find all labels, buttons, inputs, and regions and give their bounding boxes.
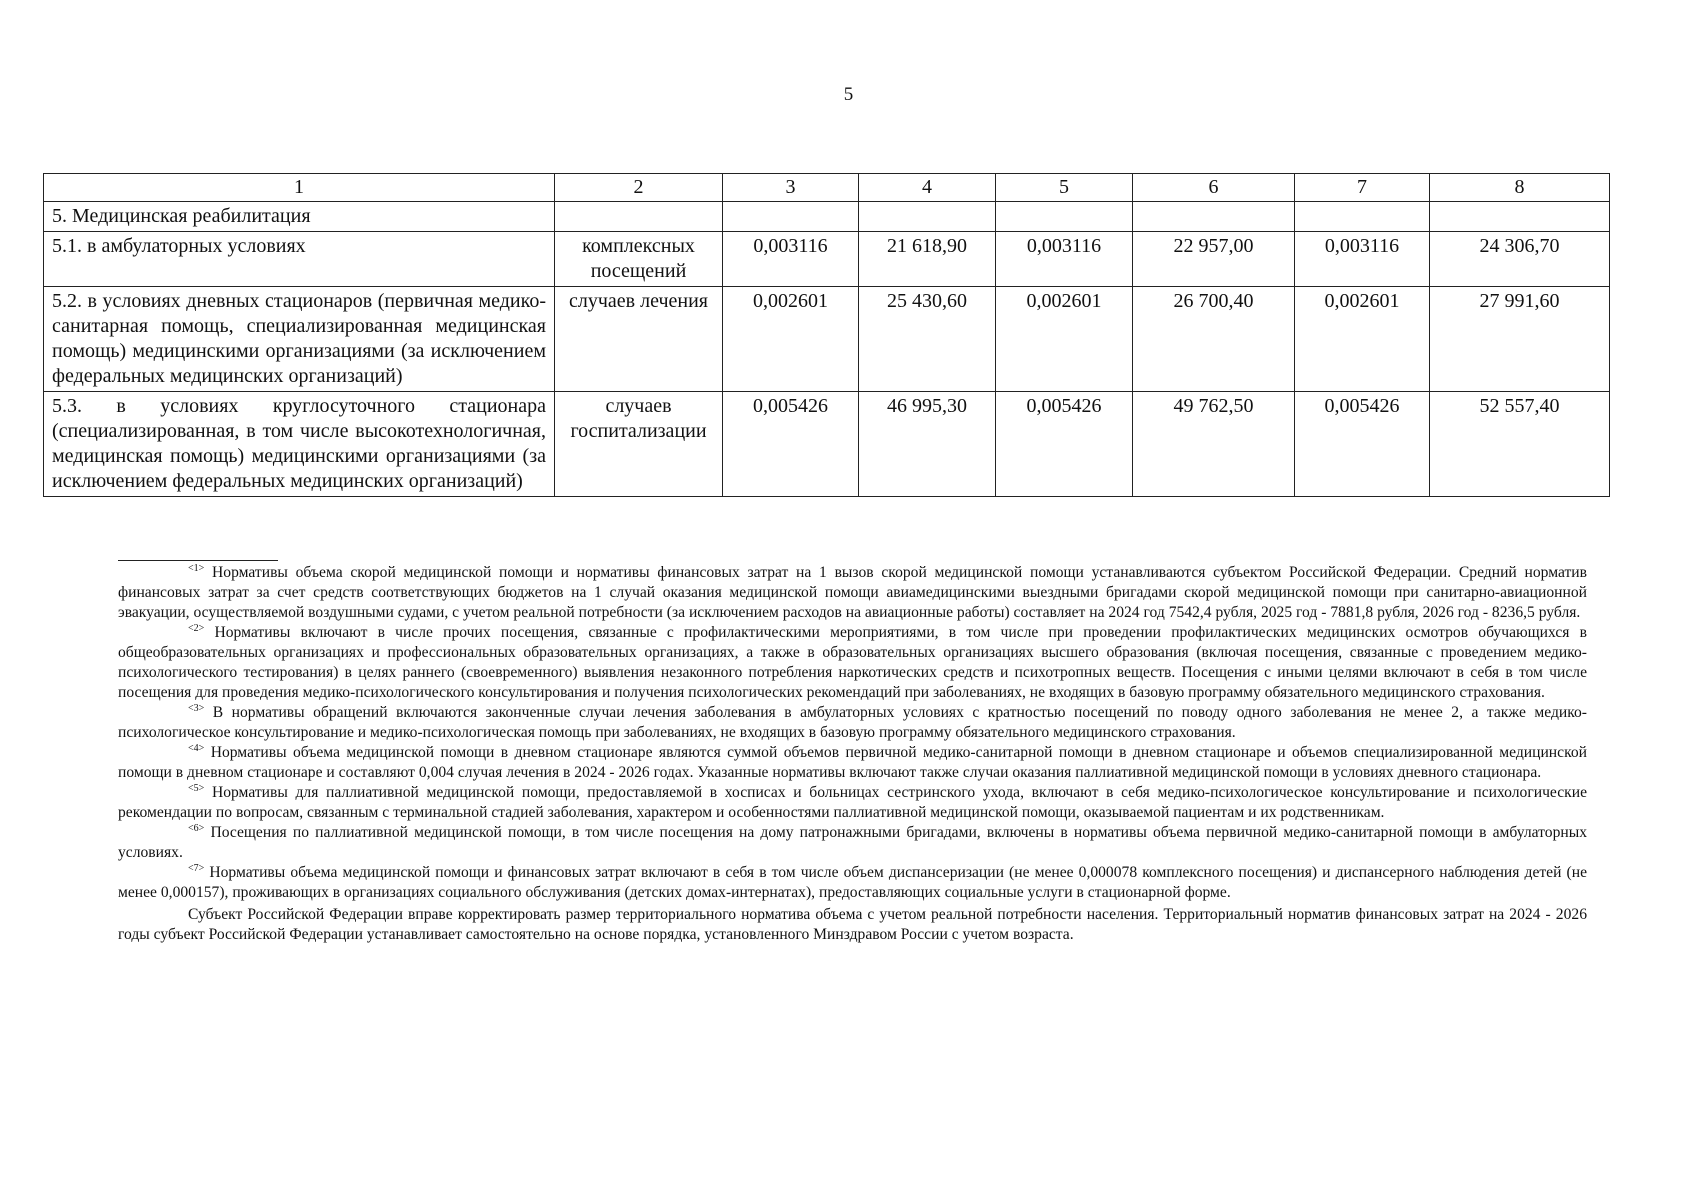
value-cell: 25 430,60 xyxy=(859,287,996,392)
row-unit: случаев госпитализации xyxy=(555,392,723,497)
value-cell: 0,002601 xyxy=(1295,287,1430,392)
value-cell: 0,003116 xyxy=(1295,232,1430,287)
footnote-text: Нормативы объема медицинской помощи и финансовых затрат включают в себя в том числе объем диспансеризации (не менее 0,000078 комплексного посещения) и диспансерного наблюдения детей (не менее 0,000157), проживающих в организациях социального обслуживания (детских домах-интернатах), предоставляющих социальные услуги в стационарной форме. xyxy=(118,864,1587,901)
footnotes xyxy=(118,560,1587,945)
column-number: 5 xyxy=(996,174,1133,202)
value-cell: 49 762,50 xyxy=(1133,392,1295,497)
value-cell: 0,003116 xyxy=(723,232,859,287)
footnote xyxy=(118,563,1587,623)
table-row xyxy=(44,232,1610,287)
row-name: 5.1. в амбулаторных условиях xyxy=(44,232,555,287)
value-cell: 0,002601 xyxy=(723,287,859,392)
table-row xyxy=(44,287,1610,392)
norms-table xyxy=(43,173,1610,497)
column-number: 4 xyxy=(859,174,996,202)
value-cell: 0,003116 xyxy=(996,232,1133,287)
footnote xyxy=(118,863,1587,903)
footnote xyxy=(118,743,1587,783)
table-row xyxy=(44,392,1610,497)
footnote-text: Нормативы включают в числе прочих посещения, связанные с профилактическими мероприятиями, в том числе при проведении профилактических медицинских осмотров обучающихся в общеобразовательных организациях и профессиональных образовательных организациях, а также в образовательных организациях высшего образования (включая посещения, связанные с проведением медико-психологического тестирования) в целях раннего (своевременного) выявления незаконного потребления наркотических средств и психотропных веществ. Посещения с иными целями включают в себя в том числе посещения для проведения медико-психологического консультирования и получения психологических рекомендаций при заболеваниях, не входящих в базовую программу обязательного медицинского страхования. xyxy=(118,624,1587,701)
footnote-separator xyxy=(118,560,278,561)
footnote-mark: <3> xyxy=(188,703,205,714)
value-cell: 22 957,00 xyxy=(1133,232,1295,287)
row-unit: случаев лечения xyxy=(555,287,723,392)
row-unit: комплексных посещений xyxy=(555,232,723,287)
footnote xyxy=(118,823,1587,863)
footnote-text: Нормативы объема скорой медицинской помощи и нормативы финансовых затрат на 1 вызов скорой медицинской помощи устанавливаются субъектом Российской Федерации. Средний норматив финансовых затрат за счет средств соответствующих бюджетов на 1 случай оказания медицинской помощи авиамедицинскими выездными бригадами скорой медицинской помощи при санитарно-авиационной эвакуации, осуществляемой воздушными судами, с учетом реальной потребности (за исключением расходов на авиационные работы) составляет на 2024 год 7542,4 рубля, 2025 год - 7881,8 рубля, 2026 год - 8236,5 рубля. xyxy=(118,564,1587,621)
column-number: 8 xyxy=(1430,174,1610,202)
column-number: 3 xyxy=(723,174,859,202)
column-number-row xyxy=(44,174,1610,202)
footnote-mark: <1> xyxy=(188,563,205,574)
value-cell: 0,005426 xyxy=(996,392,1133,497)
section-row xyxy=(44,202,1610,232)
value-cell: 0,002601 xyxy=(996,287,1133,392)
value-cell: 21 618,90 xyxy=(859,232,996,287)
value-cell: 26 700,40 xyxy=(1133,287,1295,392)
footnote xyxy=(118,703,1587,743)
footnote-mark: <2> xyxy=(188,623,205,634)
value-cell: 0,005426 xyxy=(1295,392,1430,497)
footnote xyxy=(118,783,1587,823)
value-cell: 24 306,70 xyxy=(1430,232,1610,287)
footnote xyxy=(118,623,1587,703)
value-cell: 46 995,30 xyxy=(859,392,996,497)
footnote-text: Нормативы объема медицинской помощи в дневном стационаре являются суммой объемов первичной медико-санитарной помощи в дневном стационаре и объемов специализированной медицинской помощи в дневном стационаре и составляют 0,004 случая лечения в 2024 - 2026 годах. Указанные нормативы включают также случаи оказания паллиативной медицинской помощи в условиях дневного стационара. xyxy=(118,744,1587,781)
footnote-mark: <4> xyxy=(188,743,205,754)
value-cell: 0,005426 xyxy=(723,392,859,497)
row-name: 5.2. в условиях дневных стационаров (первичная медико-санитарная помощь, специализированная медицинская помощь) медицинскими организациями (за исключением федеральных медицинских организаций) xyxy=(44,287,555,392)
value-cell: 52 557,40 xyxy=(1430,392,1610,497)
page-number: 5 xyxy=(843,84,854,105)
footnote-mark: <6> xyxy=(188,823,205,834)
footnote-text: Посещения по паллиативной медицинской помощи, в том числе посещения на дому патронажными бригадами, включены в нормативы объема первичной медико-санитарной помощи в амбулаторных условиях. xyxy=(118,824,1587,861)
closing-paragraph: Субъект Российской Федерации вправе корректировать размер территориального норматива объема с учетом реальной потребности населения. Территориальный норматив финансовых затрат на 2024 - 2026 годы субъект Российской Федерации устанавливает самостоятельно на основе порядка, установленного Минздравом России с учетом возраста. xyxy=(118,906,1587,943)
column-number: 1 xyxy=(44,174,555,202)
column-number: 7 xyxy=(1295,174,1430,202)
column-number: 2 xyxy=(555,174,723,202)
section-title: 5. Медицинская реабилитация xyxy=(44,202,555,232)
footnote-text: В нормативы обращений включаются законченные случаи лечения заболевания в амбулаторных условиях с кратностью посещений по поводу одного заболевания не менее 2, а также медико-психологическое консультирование и медико-психологическая помощь при заболеваниях, не входящих в базовую программу обязательного медицинского страхования. xyxy=(118,704,1587,741)
value-cell: 27 991,60 xyxy=(1430,287,1610,392)
footnote-text: Нормативы для паллиативной медицинской помощи, предоставляемой в хосписах и больницах сестринского ухода, включают в себя медико-психологическое консультирование и психологические рекомендации по вопросам, связанным с терминальной стадией заболевания, характером и особенностями паллиативной медицинской помощи, оказываемой пациентам и их родственникам. xyxy=(118,784,1588,821)
row-name: 5.3. в условиях круглосуточного стационара (специализированная, в том числе высокотехнологичная, медицинская помощь) медицинскими организациями (за исключением федеральных медицинских организаций) xyxy=(44,392,555,497)
footnote-mark: <7> xyxy=(188,863,205,874)
footnote-mark: <5> xyxy=(188,783,205,794)
column-number: 6 xyxy=(1133,174,1295,202)
